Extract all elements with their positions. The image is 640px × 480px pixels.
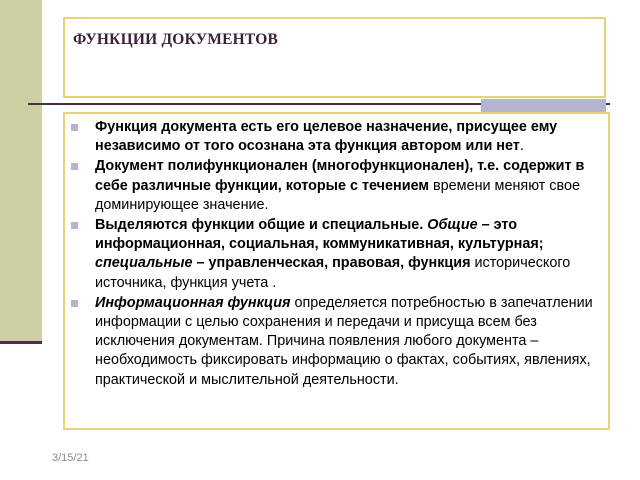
bullet-text: исторического источника, функция учета . [95, 255, 571, 291]
content-frame [63, 112, 610, 430]
slide-date: 3/15/21 [52, 452, 89, 464]
bullet-item-function-definition [71, 118, 595, 156]
left-accent-stripe [0, 0, 42, 341]
bullet-text-bold-italic: Общие [427, 217, 478, 234]
bullet-text-bold: Функция документа есть его целевое назначение, присущее ему независимо от того осознана эта функция автором или нет [95, 119, 558, 155]
bullet-list [71, 118, 595, 391]
square-bullet-icon [71, 300, 78, 307]
left-accent-stripe-end [0, 341, 42, 344]
bullet-text-bold: – это информационная, социальная, коммуникативная, культурная; [95, 217, 544, 253]
title-frame [63, 17, 606, 98]
divider-accent-block [481, 99, 606, 112]
bullet-item-polyfunctional [71, 157, 595, 215]
bullet-text-bold: Документ полифункционален (многофункционален), т.е. содержит в себе различные функции, которые с течением [95, 158, 585, 194]
slide-title: ФУНКЦИИ ДОКУМЕНТОВ [73, 31, 279, 48]
bullet-text-bold-italic: специальные [95, 255, 193, 272]
bullet-text: . [519, 138, 524, 155]
square-bullet-icon [71, 222, 78, 229]
bullet-text: определяется потребностью в запечатлении информации с целью сохранения и передачи и присуща всем без исключения документам. Причина появления любого документа – необходимость фиксировать информацию о фактах, событиях, явлениях, практической и мыслительной деятельности. [95, 294, 593, 388]
square-bullet-icon [71, 124, 78, 131]
bullet-text: времени меняют свое доминирующее значение. [95, 177, 580, 213]
bullet-text-bold: Выделяются функции общие и специальные. [95, 217, 428, 234]
bullet-text-bold: – управленческая, правовая, функция [192, 255, 471, 272]
bullet-item-general-special [71, 216, 595, 293]
bullet-item-information-function [71, 294, 595, 390]
bullet-text-bold-italic: Информационная функция [95, 294, 291, 311]
square-bullet-icon [71, 163, 78, 170]
